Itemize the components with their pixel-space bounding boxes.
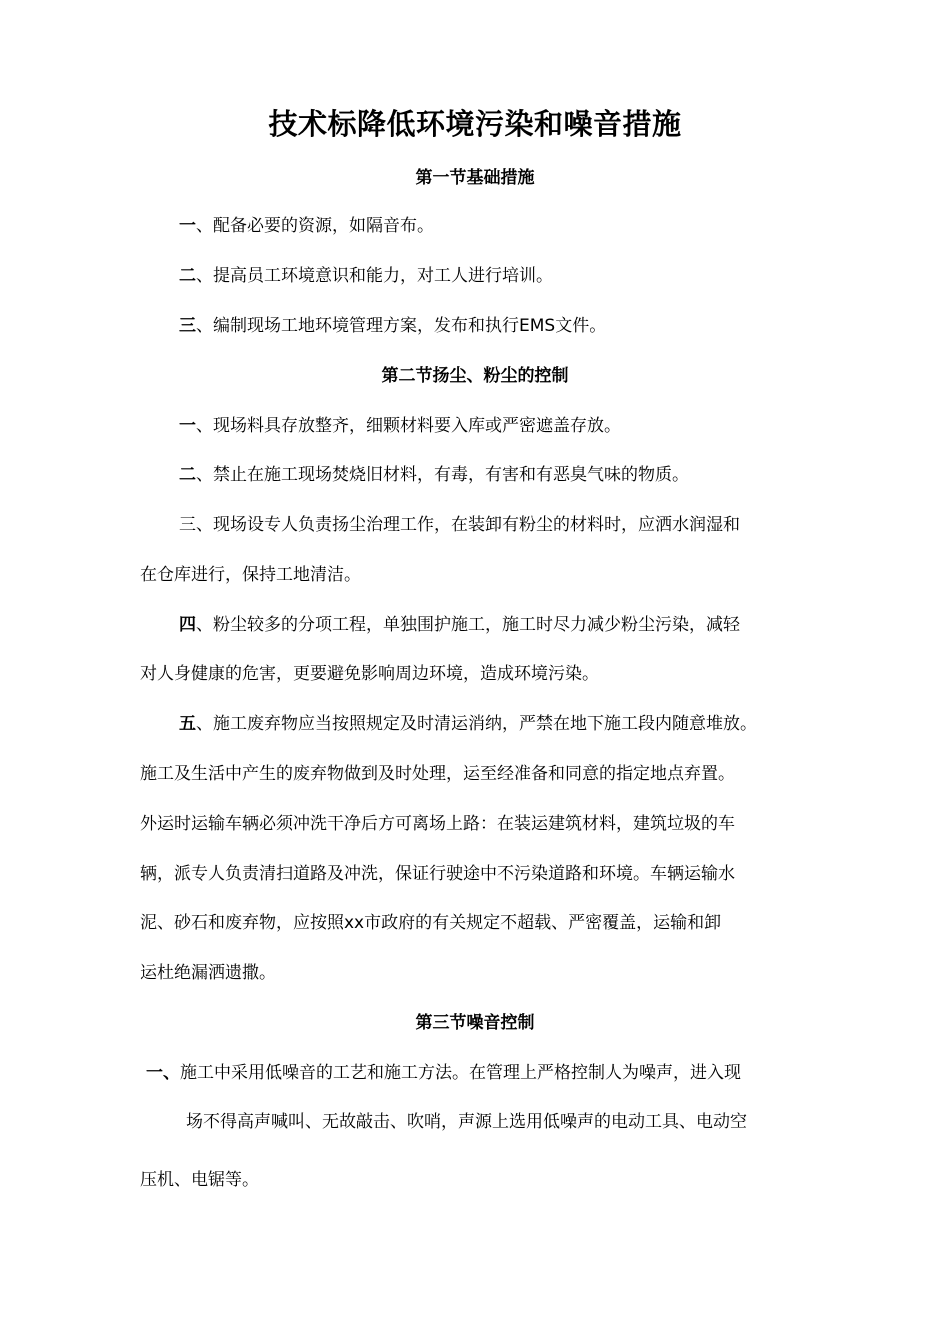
item-number: 三	[179, 515, 196, 535]
item-number: 一	[146, 1063, 163, 1083]
list-item	[179, 613, 740, 637]
item-continuation-line: 压机、电锯等。	[140, 1170, 259, 1190]
section-heading: 第一节基础措施	[415, 168, 535, 188]
item-text: 编制现场工地环境管理方案，发布和执行EMS文件。	[213, 316, 607, 336]
item-number: 三	[179, 316, 196, 336]
item-separator: 、	[196, 316, 213, 336]
item-number: 一	[179, 216, 196, 236]
list-item	[179, 513, 740, 537]
item-separator: 、	[196, 465, 213, 485]
item-number: 四	[179, 615, 196, 635]
item-separator: 、	[196, 416, 213, 436]
item-continuation-line: 对人身健康的危害，更要避免影响周边环境，造成环境污染。	[140, 664, 599, 684]
item-continuation-line: 运杜绝漏洒遗撒。	[140, 963, 276, 983]
item-text: 现场料具存放整齐，细颗材料要入库或严密遮盖存放。	[213, 416, 621, 436]
item-continuation-line: 外运时运输车辆必须冲洗干净后方可离场上路：在装运建筑材料，建筑垃圾的车	[140, 814, 735, 834]
item-text: 粉尘较多的分项工程，单独围护施工，施工时尽力减少粉尘污染，减轻	[213, 615, 740, 635]
list-item	[179, 264, 553, 288]
document-title: 技术标降低环境污染和噪音措施	[268, 107, 682, 141]
item-text: 配备必要的资源，如隔音布。	[213, 216, 434, 236]
item-continuation-line: 施工及生活中产生的废弃物做到及时处理，运至经准备和同意的指定地点弃置。	[140, 764, 735, 784]
item-continuation-line: 在仓库进行，保持工地清洁。	[140, 565, 361, 585]
item-separator: 、	[196, 615, 213, 635]
item-number: 二	[179, 465, 196, 485]
item-continuation-line: 场不得高声喊叫、无故敲击、吹哨，声源上选用低噪声的电动工具、电动空	[186, 1112, 747, 1132]
item-continuation-line: 泥、砂石和废弃物，应按照xx市政府的有关规定不超载、严密覆盖，运输和卸	[140, 913, 722, 933]
item-separator: 、	[196, 216, 213, 236]
item-text: 施工废弃物应当按照规定及时清运消纳，严禁在地下施工段内随意堆放。	[213, 714, 757, 734]
list-item	[146, 1061, 741, 1085]
item-number: 二	[179, 266, 196, 286]
section-heading: 第三节噪音控制	[415, 1013, 535, 1033]
item-separator: 、	[196, 714, 213, 734]
item-separator: 、	[196, 266, 213, 286]
list-item	[179, 214, 434, 238]
item-text: 现场设专人负责扬尘治理工作，在装卸有粉尘的材料时，应洒水润湿和	[213, 515, 740, 535]
item-text: 提高员工环境意识和能力，对工人进行培训。	[213, 266, 553, 286]
section-heading: 第二节扬尘、粉尘的控制	[381, 366, 569, 386]
item-number: 一	[179, 416, 196, 436]
item-continuation-line: 辆，派专人负责清扫道路及冲洗，保证行驶途中不污染道路和环境。车辆运输水	[140, 864, 735, 884]
item-text: 施工中采用低噪音的工艺和施工方法。在管理上严格控制人为噪声，进入现	[180, 1063, 741, 1083]
list-item	[179, 463, 689, 487]
list-item	[179, 414, 621, 438]
item-separator: 、	[163, 1063, 180, 1083]
item-text: 禁止在施工现场焚烧旧材料，有毒，有害和有恶臭气味的物质。	[213, 465, 689, 485]
list-item	[179, 712, 757, 736]
item-separator: 、	[196, 515, 213, 535]
item-number: 五	[179, 714, 196, 734]
list-item	[179, 314, 606, 338]
